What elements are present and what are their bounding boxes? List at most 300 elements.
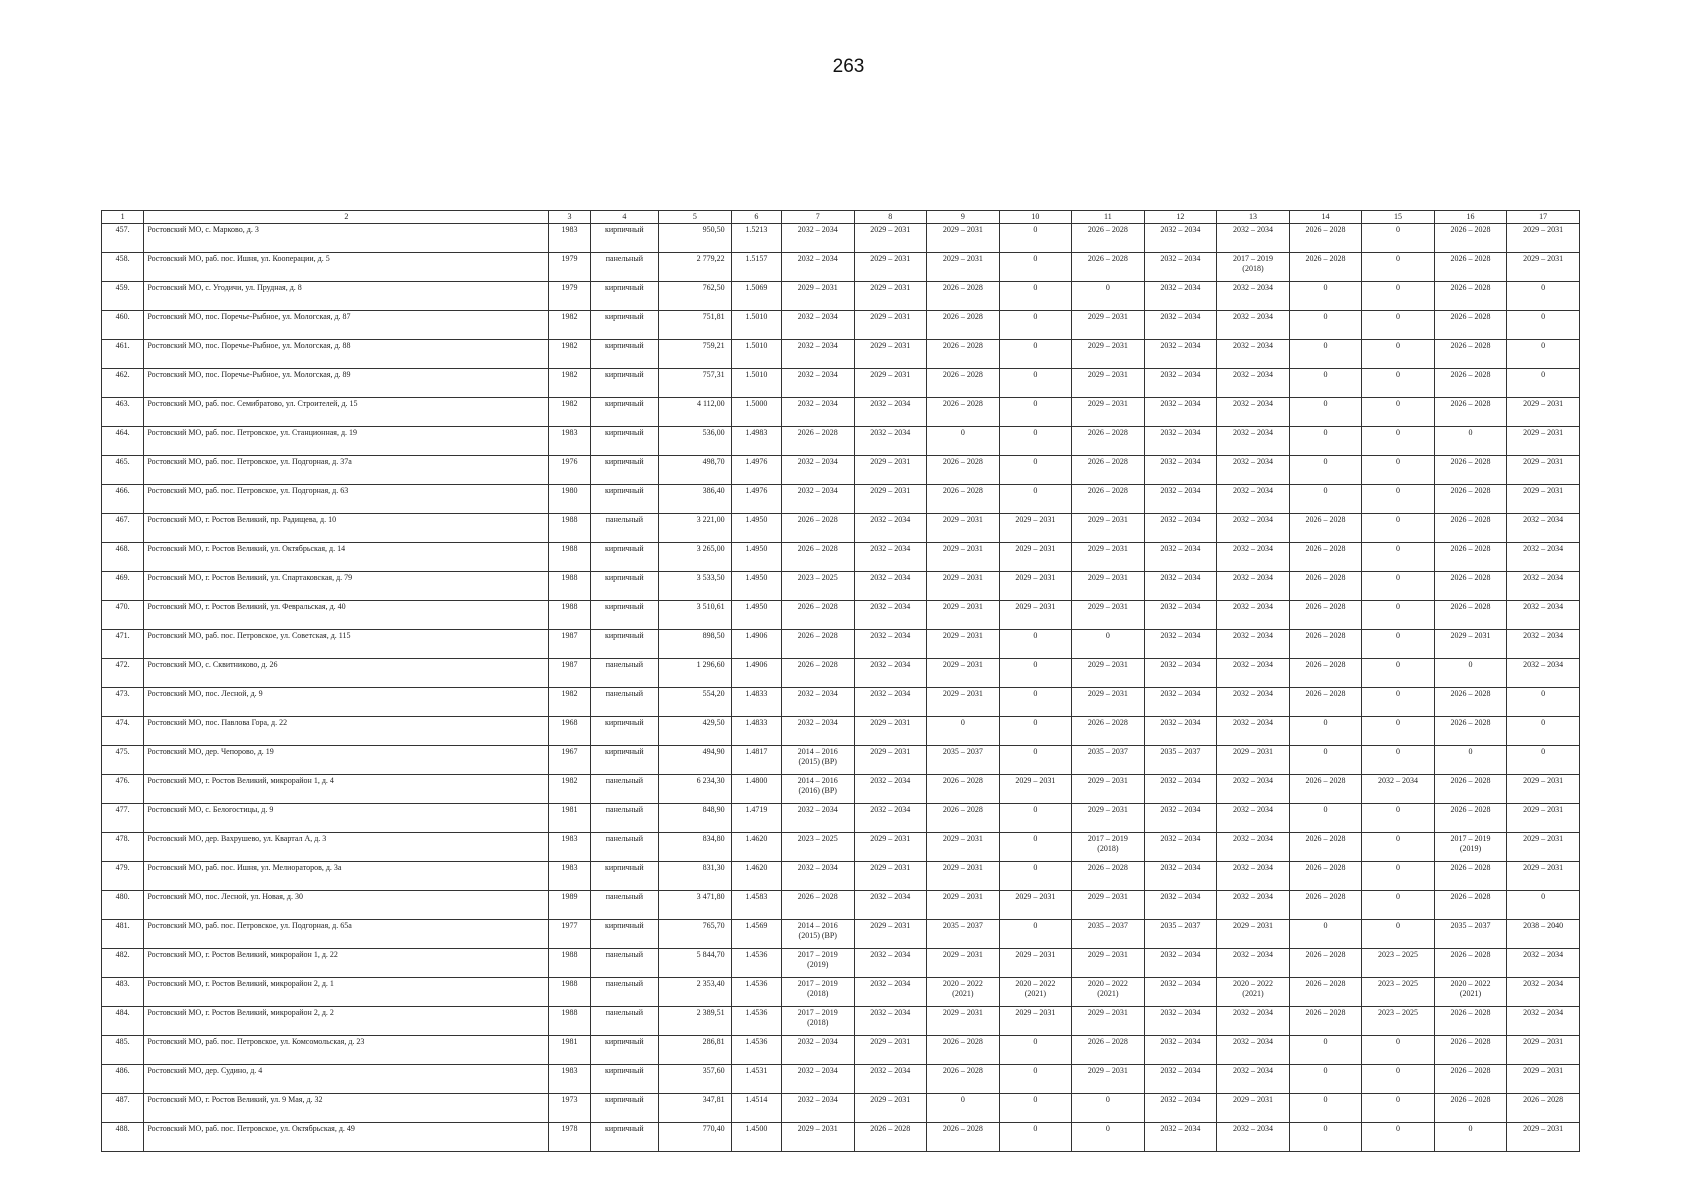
table-cell: 0	[1362, 456, 1435, 485]
table-cell: панельный	[590, 891, 659, 920]
table-cell: 2029 – 2031	[854, 862, 927, 891]
table-cell: 2026 – 2028	[1072, 717, 1145, 746]
table-cell: 1.4817	[731, 746, 781, 775]
table-cell: 2029 – 2031	[1507, 427, 1580, 456]
table-cell: 757,31	[659, 369, 732, 398]
table-cell: 2026 – 2028	[927, 1036, 1000, 1065]
table-cell: 2029 – 2031	[854, 833, 927, 862]
table-cell: 2020 – 2022 (2021)	[999, 978, 1072, 1007]
table-cell: 2035 – 2037	[1144, 746, 1217, 775]
table-row	[102, 224, 1580, 253]
table-cell: 2026 – 2028	[1434, 862, 1507, 891]
table-cell: кирпичный	[590, 543, 659, 572]
table-cell: 950,50	[659, 224, 732, 253]
table-cell: 1980	[549, 485, 590, 514]
table-cell: 1968	[549, 717, 590, 746]
table-cell: 2032 – 2034	[1144, 369, 1217, 398]
table-cell: 0	[1362, 920, 1435, 949]
table-cell: 2026 – 2028	[1072, 862, 1145, 891]
table-cell: 2026 – 2028	[1434, 456, 1507, 485]
table-cell: 2026 – 2028	[1434, 804, 1507, 833]
table-cell: 0	[999, 1094, 1072, 1123]
table-cell: 2026 – 2028	[1434, 311, 1507, 340]
table-cell: 0	[1507, 717, 1580, 746]
table-cell: 0	[927, 427, 1000, 456]
table-cell: 1.4983	[731, 427, 781, 456]
table-cell: 1981	[549, 1036, 590, 1065]
table-cell: 1978	[549, 1123, 590, 1152]
table-cell: 0	[1362, 369, 1435, 398]
table-cell: кирпичный	[590, 1123, 659, 1152]
table-cell: 483.	[102, 978, 144, 1007]
table-cell: 2032 – 2034	[782, 688, 855, 717]
table-cell: 0	[1434, 1123, 1507, 1152]
table-cell: панельный	[590, 804, 659, 833]
table-row	[102, 630, 1580, 659]
table-cell: Ростовский МО, дер. Вахрушево, ул. Квартал А, д. 3	[144, 833, 549, 862]
table-cell: 1.4976	[731, 485, 781, 514]
table-cell: 0	[999, 369, 1072, 398]
table-cell: кирпичный	[590, 456, 659, 485]
table-row	[102, 282, 1580, 311]
table-cell: 2029 – 2031	[999, 775, 1072, 804]
table-row	[102, 572, 1580, 601]
table-cell: 2026 – 2028	[1289, 224, 1362, 253]
table-cell: 2026 – 2028	[1434, 688, 1507, 717]
table-cell: 2020 – 2022 (2021)	[1434, 978, 1507, 1007]
table-cell: 0	[1289, 1123, 1362, 1152]
table-cell: 0	[1507, 688, 1580, 717]
table-cell: Ростовский МО, г. Ростов Великий, микрорайон 1, д. 22	[144, 949, 549, 978]
table-cell: Ростовский МО, с. Марково, д. 3	[144, 224, 549, 253]
table-cell: 2026 – 2028	[1289, 253, 1362, 282]
table-cell: 2029 – 2031	[782, 1123, 855, 1152]
table-cell: Ростовский МО, раб. пос. Петровское, ул. Советская, д. 115	[144, 630, 549, 659]
table-cell: 2 389,51	[659, 1007, 732, 1036]
table-cell: 462.	[102, 369, 144, 398]
table-cell: 2026 – 2028	[1289, 833, 1362, 862]
table-cell: Ростовский МО, с. Угодичи, ул. Прудная, д. 8	[144, 282, 549, 311]
table-cell: 2032 – 2034	[782, 862, 855, 891]
table-cell: 2026 – 2028	[782, 543, 855, 572]
table-cell: 2026 – 2028	[1072, 224, 1145, 253]
table-cell: 0	[1507, 311, 1580, 340]
table-cell: панельный	[590, 833, 659, 862]
table-cell: 2032 – 2034	[854, 543, 927, 572]
table-cell: Ростовский МО, г. Ростов Великий, ул. Спартаковская, д. 79	[144, 572, 549, 601]
table-row	[102, 311, 1580, 340]
table-cell: 898,50	[659, 630, 732, 659]
table-cell: 1983	[549, 833, 590, 862]
table-cell: Ростовский МО, раб. пос. Петровское, ул. Станционная, д. 19	[144, 427, 549, 456]
table-cell: 2017 – 2019 (2018)	[782, 978, 855, 1007]
table-cell: 6 234,30	[659, 775, 732, 804]
table-cell: 463.	[102, 398, 144, 427]
table-cell: кирпичный	[590, 427, 659, 456]
table-cell: 0	[1362, 717, 1435, 746]
column-header-11: 11	[1072, 211, 1145, 224]
table-cell: 0	[999, 282, 1072, 311]
table-cell: 2026 – 2028	[782, 514, 855, 543]
table-cell: 2032 – 2034	[854, 1065, 927, 1094]
table-cell: 2032 – 2034	[1144, 224, 1217, 253]
table-cell: 460.	[102, 311, 144, 340]
table-cell: 2029 – 2031	[927, 891, 1000, 920]
table-cell: 0	[999, 224, 1072, 253]
table-cell: 2032 – 2034	[1144, 456, 1217, 485]
table-cell: кирпичный	[590, 311, 659, 340]
column-header-15: 15	[1362, 211, 1435, 224]
table-cell: 751,81	[659, 311, 732, 340]
table-cell: Ростовский МО, раб. пос. Петровское, ул. Подгорная, д. 65а	[144, 920, 549, 949]
table-cell: Ростовский МО, пос. Павлова Гора, д. 22	[144, 717, 549, 746]
table-cell: 2029 – 2031	[927, 659, 1000, 688]
table-cell: панельный	[590, 949, 659, 978]
table-cell: 2032 – 2034	[782, 1065, 855, 1094]
table-cell: 468.	[102, 543, 144, 572]
table-cell: 2029 – 2031	[999, 601, 1072, 630]
table-cell: 2017 – 2019 (2018)	[1217, 253, 1290, 282]
table-cell: 2029 – 2031	[1072, 1007, 1145, 1036]
table-row	[102, 369, 1580, 398]
table-header	[102, 211, 1580, 224]
table-cell: 473.	[102, 688, 144, 717]
table-cell: 2032 – 2034	[1144, 717, 1217, 746]
table-cell: 2026 – 2028	[1289, 601, 1362, 630]
table-cell: 2032 – 2034	[1217, 1007, 1290, 1036]
table-cell: 2 779,22	[659, 253, 732, 282]
table-cell: 2032 – 2034	[1217, 224, 1290, 253]
table-cell: 0	[999, 485, 1072, 514]
table-cell: 2017 – 2019 (2018)	[782, 1007, 855, 1036]
table-cell: 2032 – 2034	[1217, 485, 1290, 514]
table-cell: 0	[927, 717, 1000, 746]
table-cell: Ростовский МО, пос. Лесной, д. 9	[144, 688, 549, 717]
table-cell: 2029 – 2031	[854, 1036, 927, 1065]
table-cell: 2032 – 2034	[1507, 572, 1580, 601]
table-cell: 1.4531	[731, 1065, 781, 1094]
table-cell: Ростовский МО, г. Ростов Великий, ул. 9 Мая, д. 32	[144, 1094, 549, 1123]
table-cell: 0	[1289, 369, 1362, 398]
table-cell: 536,00	[659, 427, 732, 456]
table-cell: 1.4906	[731, 630, 781, 659]
table-cell: 5 844,70	[659, 949, 732, 978]
table-cell: 1.4620	[731, 862, 781, 891]
table-cell: 0	[1434, 427, 1507, 456]
table-cell: 2032 – 2034	[1144, 630, 1217, 659]
table-cell: 2026 – 2028	[927, 804, 1000, 833]
table-cell: 2029 – 2031	[854, 311, 927, 340]
table-cell: 0	[1362, 340, 1435, 369]
table-cell: 0	[1507, 746, 1580, 775]
table-cell: 2035 – 2037	[1144, 920, 1217, 949]
table-cell: 0	[1362, 543, 1435, 572]
table-cell: 0	[999, 920, 1072, 949]
table-cell: кирпичный	[590, 1094, 659, 1123]
table-cell: 2032 – 2034	[1144, 891, 1217, 920]
table-cell: 770,40	[659, 1123, 732, 1152]
table-cell: 2032 – 2034	[1144, 485, 1217, 514]
table-row	[102, 659, 1580, 688]
table-cell: 0	[1289, 1094, 1362, 1123]
table-cell: 2032 – 2034	[854, 514, 927, 543]
table-cell: 0	[999, 398, 1072, 427]
table-cell: 0	[1362, 804, 1435, 833]
table-row	[102, 862, 1580, 891]
table-cell: 2032 – 2034	[1144, 398, 1217, 427]
table-cell: 1988	[549, 1007, 590, 1036]
table-cell: 2026 – 2028	[782, 891, 855, 920]
table-cell: 2029 – 2031	[1507, 224, 1580, 253]
table-cell: 1989	[549, 891, 590, 920]
table-cell: 2029 – 2031	[927, 688, 1000, 717]
table-cell: 1.4976	[731, 456, 781, 485]
table-cell: 2020 – 2022 (2021)	[927, 978, 1000, 1007]
table-cell: 0	[999, 1065, 1072, 1094]
table-cell: 2026 – 2028	[927, 340, 1000, 369]
table-cell: 1.4583	[731, 891, 781, 920]
table-cell: 2032 – 2034	[854, 978, 927, 1007]
table-cell: 0	[999, 253, 1072, 282]
table-cell: 485.	[102, 1036, 144, 1065]
table-row	[102, 1065, 1580, 1094]
table-cell: 2032 – 2034	[1507, 630, 1580, 659]
column-header-6: 6	[731, 211, 781, 224]
table-cell: 0	[1289, 1065, 1362, 1094]
table-cell: 2032 – 2034	[1144, 601, 1217, 630]
table-cell: 1982	[549, 340, 590, 369]
table-cell: 2023 – 2025	[782, 833, 855, 862]
table-cell: 2026 – 2028	[927, 775, 1000, 804]
table-cell: 2026 – 2028	[927, 369, 1000, 398]
table-cell: 2026 – 2028	[1289, 978, 1362, 1007]
column-header-5: 5	[659, 211, 732, 224]
table-cell: 2029 – 2031	[1072, 514, 1145, 543]
table-cell: 1982	[549, 311, 590, 340]
table-cell: 1976	[549, 456, 590, 485]
table-cell: 2032 – 2034	[782, 456, 855, 485]
table-cell: 1988	[549, 572, 590, 601]
table-cell: 2032 – 2034	[854, 688, 927, 717]
table-cell: 2026 – 2028	[1434, 949, 1507, 978]
table-cell: 0	[1072, 1094, 1145, 1123]
table-cell: 0	[999, 427, 1072, 456]
table-cell: 2032 – 2034	[782, 369, 855, 398]
table-cell: Ростовский МО, дер. Судино, д. 4	[144, 1065, 549, 1094]
table-cell: 848,90	[659, 804, 732, 833]
table-cell: 2026 – 2028	[1072, 485, 1145, 514]
table-cell: панельный	[590, 978, 659, 1007]
table-cell: 2032 – 2034	[1217, 862, 1290, 891]
table-cell: 2017 – 2019 (2019)	[1434, 833, 1507, 862]
table-cell: 2026 – 2028	[927, 456, 1000, 485]
table-cell: 1.4536	[731, 978, 781, 1007]
table-row	[102, 1094, 1580, 1123]
table-cell: 1.5213	[731, 224, 781, 253]
table-cell: 2029 – 2031	[927, 833, 1000, 862]
table-cell: Ростовский МО, г. Ростов Великий, микрорайон 1, д. 4	[144, 775, 549, 804]
table-row	[102, 688, 1580, 717]
table-cell: кирпичный	[590, 1036, 659, 1065]
table-cell: 1982	[549, 398, 590, 427]
table-cell: 0	[1362, 485, 1435, 514]
table-row	[102, 891, 1580, 920]
table-cell: 2 353,40	[659, 978, 732, 1007]
table-cell: 2032 – 2034	[1144, 340, 1217, 369]
table-cell: 2029 – 2031	[1507, 485, 1580, 514]
table-cell: 2029 – 2031	[927, 253, 1000, 282]
table-cell: 2029 – 2031	[1507, 862, 1580, 891]
table-cell: 0	[1362, 1094, 1435, 1123]
table-cell: 498,70	[659, 456, 732, 485]
table-cell: 467.	[102, 514, 144, 543]
table-cell: 2032 – 2034	[1217, 340, 1290, 369]
table-cell: 2029 – 2031	[1072, 340, 1145, 369]
column-header-2: 2	[144, 211, 549, 224]
table-cell: 834,80	[659, 833, 732, 862]
table-cell: 470.	[102, 601, 144, 630]
table-cell: 461.	[102, 340, 144, 369]
table-cell: панельный	[590, 514, 659, 543]
table-cell: 0	[999, 1123, 1072, 1152]
table-cell: 0	[999, 659, 1072, 688]
table-cell: 457.	[102, 224, 144, 253]
table-cell: 1983	[549, 224, 590, 253]
table-cell: Ростовский МО, раб. пос. Петровское, ул. Октябрьская, д. 49	[144, 1123, 549, 1152]
table-cell: 2032 – 2034	[854, 891, 927, 920]
table-cell: 2023 – 2025	[1362, 978, 1435, 1007]
table-cell: 2035 – 2037	[1072, 746, 1145, 775]
table-cell: 2032 – 2034	[1144, 572, 1217, 601]
table-cell: кирпичный	[590, 862, 659, 891]
table-cell: 2026 – 2028	[1289, 1007, 1362, 1036]
table-cell: 488.	[102, 1123, 144, 1152]
table-cell: 2029 – 2031	[1434, 630, 1507, 659]
table-cell: 2029 – 2031	[1072, 688, 1145, 717]
table-cell: 475.	[102, 746, 144, 775]
table-cell: 1983	[549, 1065, 590, 1094]
table-cell: 2029 – 2031	[854, 920, 927, 949]
table-cell: Ростовский МО, раб. пос. Семибратово, ул. Строителей, д. 15	[144, 398, 549, 427]
table-cell: 2029 – 2031	[1072, 572, 1145, 601]
table-cell: 0	[1362, 253, 1435, 282]
table-cell: 2023 – 2025	[1362, 949, 1435, 978]
table-cell: 0	[1434, 659, 1507, 688]
table-cell: 1.4569	[731, 920, 781, 949]
table-cell: 2032 – 2034	[1144, 311, 1217, 340]
table-cell: 2032 – 2034	[1144, 427, 1217, 456]
table-cell: 1.4950	[731, 601, 781, 630]
table-cell: 2032 – 2034	[1217, 572, 1290, 601]
table-cell: 1.5010	[731, 311, 781, 340]
table-cell: 831,30	[659, 862, 732, 891]
table-cell: 1983	[549, 427, 590, 456]
table-cell: 1981	[549, 804, 590, 833]
table-cell: 479.	[102, 862, 144, 891]
table-cell: 0	[1289, 717, 1362, 746]
table-cell: 465.	[102, 456, 144, 485]
table-cell: 1.5010	[731, 340, 781, 369]
table-cell: 2029 – 2031	[854, 1094, 927, 1123]
table-cell: 2032 – 2034	[1144, 1036, 1217, 1065]
table-cell: 458.	[102, 253, 144, 282]
table-cell: 2026 – 2028	[1507, 1094, 1580, 1123]
table-cell: 2026 – 2028	[927, 398, 1000, 427]
table-cell: 2026 – 2028	[927, 485, 1000, 514]
table-row	[102, 804, 1580, 833]
table-cell: 2026 – 2028	[1434, 601, 1507, 630]
table-row	[102, 601, 1580, 630]
table-cell: Ростовский МО, раб. пос. Ишня, ул. Мелиораторов, д. 3а	[144, 862, 549, 891]
table-cell: 2026 – 2028	[1072, 456, 1145, 485]
table-cell: 0	[999, 340, 1072, 369]
table-cell: 2026 – 2028	[927, 282, 1000, 311]
table-cell: 2026 – 2028	[1434, 717, 1507, 746]
table-cell: 0	[1362, 572, 1435, 601]
table-row	[102, 949, 1580, 978]
table-cell: 1987	[549, 630, 590, 659]
table-cell: 357,60	[659, 1065, 732, 1094]
table-cell: 0	[999, 630, 1072, 659]
table-cell: 2029 – 2031	[999, 891, 1072, 920]
table-cell: 487.	[102, 1094, 144, 1123]
table-cell: 1982	[549, 775, 590, 804]
table-cell: 2032 – 2034	[1507, 601, 1580, 630]
column-header-10: 10	[999, 211, 1072, 224]
table-cell: 2026 – 2028	[1289, 775, 1362, 804]
table-cell: 2029 – 2031	[1507, 1065, 1580, 1094]
column-header-12: 12	[1144, 211, 1217, 224]
table-cell: 2032 – 2034	[1217, 949, 1290, 978]
table-cell: 0	[927, 1094, 1000, 1123]
table-cell: панельный	[590, 253, 659, 282]
table-cell: 2029 – 2031	[1507, 456, 1580, 485]
table-cell: Ростовский МО, пос. Лесной, ул. Новая, д. 30	[144, 891, 549, 920]
table-cell: 0	[1289, 427, 1362, 456]
table-cell: 2029 – 2031	[1072, 659, 1145, 688]
table-cell: 1983	[549, 862, 590, 891]
table-cell: 1.4500	[731, 1123, 781, 1152]
table-cell: 1982	[549, 369, 590, 398]
table-row	[102, 978, 1580, 1007]
table-cell: 482.	[102, 949, 144, 978]
table-cell: 1967	[549, 746, 590, 775]
table-cell: 1.4514	[731, 1094, 781, 1123]
table-cell: 478.	[102, 833, 144, 862]
table-cell: 2032 – 2034	[1144, 804, 1217, 833]
table-cell: 2029 – 2031	[854, 253, 927, 282]
column-header-3: 3	[549, 211, 590, 224]
table-cell: 2032 – 2034	[1217, 630, 1290, 659]
table-cell: 1.5157	[731, 253, 781, 282]
table-cell: 1988	[549, 543, 590, 572]
table-cell: 2032 – 2034	[1144, 253, 1217, 282]
table-cell: 0	[1362, 1123, 1435, 1152]
table-cell: 0	[1362, 427, 1435, 456]
table-cell: 0	[1507, 282, 1580, 311]
table-cell: 2032 – 2034	[1507, 659, 1580, 688]
table-cell: 2032 – 2034	[1144, 1123, 1217, 1152]
table-cell: Ростовский МО, пос. Поречье-Рыбное, ул. Мологская, д. 88	[144, 340, 549, 369]
table-cell: 2032 – 2034	[1144, 1065, 1217, 1094]
table-cell: 2032 – 2034	[1507, 1007, 1580, 1036]
table-cell: 0	[1362, 862, 1435, 891]
table-cell: 2032 – 2034	[1217, 659, 1290, 688]
table-cell: 0	[1362, 224, 1435, 253]
table-cell: 2032 – 2034	[854, 427, 927, 456]
table-cell: 2020 – 2022 (2021)	[1217, 978, 1290, 1007]
table-cell: 0	[999, 804, 1072, 833]
